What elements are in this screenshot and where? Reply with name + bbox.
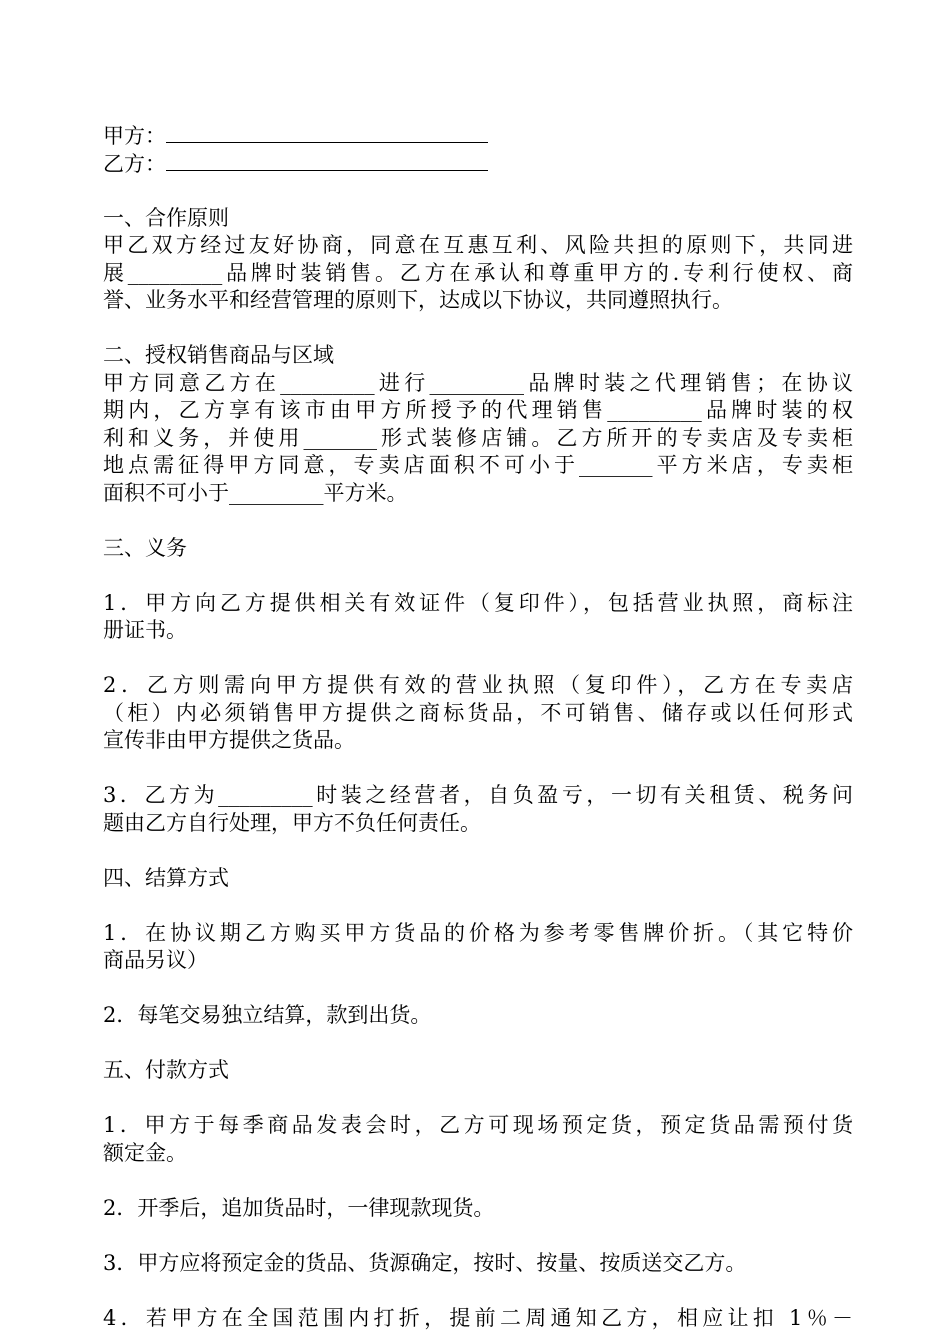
section-2-text-line: 地点需征得甲方同意，专卖店面积不可小于_______平方米店，专卖柜 xyxy=(103,453,853,477)
section-4-item-1-line: 商品另议） xyxy=(103,948,208,972)
spacer xyxy=(103,177,853,205)
section-2-text-line: 期内，乙方享有该市由甲方所授予的代理销售_________品牌时装的权 xyxy=(103,398,853,422)
section-3-item-3-line: 3．乙方为_________时装之经营者，自负盈亏，一切有关租赁、税务问 xyxy=(103,783,853,807)
section-5-item-2: 2．开季后，追加货品时，一律现款现货。 xyxy=(103,1195,495,1220)
section-4-item-1-line: 1．在协议期乙方购买甲方货品的价格为参考零售牌价折。（其它特价 xyxy=(103,920,853,945)
section-3-item-2-line: （柜）内必须销售甲方提供之商标货品，不可销售、储存或以任何形式 xyxy=(103,700,853,725)
section-3-item-1-line: 册证书。 xyxy=(103,618,187,642)
spacer xyxy=(103,315,853,343)
party-b-blank xyxy=(166,150,488,171)
party-a-blank xyxy=(166,122,488,143)
spacer xyxy=(103,645,853,673)
section-1-text-line: 誉、业务水平和经营管理的原则下，达成以下协议，共同遵照执行。 xyxy=(103,288,733,312)
spacer xyxy=(103,1277,853,1305)
party-b-label: 乙方： xyxy=(103,151,166,176)
section-2-text-line: 面积不可小于_________平方米。 xyxy=(103,480,408,505)
section-2-text-line: 甲方同意乙方在_________进行_________品牌时装之代理销售；在协议 xyxy=(103,370,853,395)
party-b-line xyxy=(103,150,853,178)
spacer xyxy=(103,1167,853,1195)
section-1-title: 一、合作原则 xyxy=(103,205,229,230)
spacer xyxy=(103,837,853,865)
section-3-item-2-line: 宣传非由甲方提供之货品。 xyxy=(103,728,355,752)
spacer xyxy=(103,507,853,535)
section-5-item-1-line: 1．甲方于每季商品发表会时，乙方可现场预定货，预定货品需预付货 xyxy=(103,1113,853,1137)
spacer xyxy=(103,755,853,783)
section-5-title: 五、付款方式 xyxy=(103,1058,229,1082)
section-1-text-line: 甲乙双方经过友好协商，同意在互惠互利、风险共担的原则下，共同进 xyxy=(103,233,853,257)
section-4-title: 四、结算方式 xyxy=(103,865,229,890)
spacer xyxy=(103,1030,853,1058)
section-3-item-1-line: 1．甲方向乙方提供相关有效证件（复印件），包括营业执照，商标注 xyxy=(103,590,853,615)
section-3-item-3-line: 题由乙方自行处理，甲方不负任何责任。 xyxy=(103,810,481,835)
spacer xyxy=(103,562,853,590)
section-5-item-3: 3．甲方应将预定金的货品、货源确定，按时、按量、按质送交乙方。 xyxy=(103,1250,747,1275)
section-1-text-line: 展_________品牌时装销售。乙方在承认和尊重甲方的.专利行使权、商 xyxy=(103,260,853,285)
section-2-text-line: 利和义务，并使用_______形式装修店铺。乙方所开的专卖店及专卖柜 xyxy=(103,425,853,450)
spacer xyxy=(103,1085,853,1113)
spacer xyxy=(103,1222,853,1250)
section-5-item-1-line: 额定金。 xyxy=(103,1140,187,1165)
section-3-item-2-line: 2．乙方则需向甲方提供有效的营业执照（复印件），乙方在专卖店 xyxy=(103,673,853,697)
section-3-title: 三、义务 xyxy=(103,535,187,560)
contract-body xyxy=(103,122,853,1332)
spacer xyxy=(103,975,853,1003)
section-4-item-2: 2．每笔交易独立结算，款到出货。 xyxy=(103,1003,432,1027)
party-a-line xyxy=(103,122,853,150)
party-a-label: 甲方： xyxy=(103,124,166,148)
section-2-title: 二、授权销售商品与区域 xyxy=(103,343,334,367)
section-5-item-4: 4．若甲方在全国范围内打折，提前二周通知乙方，相应让扣 1％－ xyxy=(103,1305,853,1330)
spacer xyxy=(103,892,853,920)
